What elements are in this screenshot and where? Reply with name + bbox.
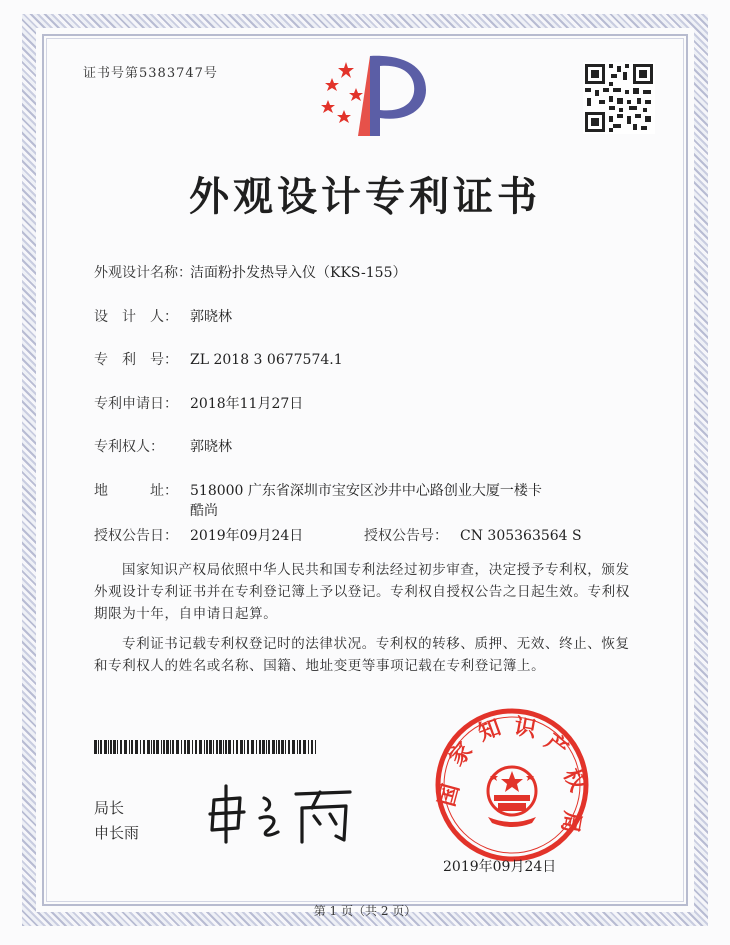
certificate-number: 证书号第5383747号: [83, 66, 218, 81]
field-value: 酷尚: [190, 503, 218, 519]
field-value: CN 305363564 S: [460, 528, 582, 544]
seal-char: 识: [512, 714, 539, 743]
field-label: 设 计 人：: [94, 309, 178, 325]
page-number: 第 1 页（共 2 页）: [313, 904, 417, 918]
field-grant-date: [94, 525, 654, 545]
seal-char: 国: [434, 781, 465, 810]
patent-office-logo-icon: [318, 48, 438, 140]
field-label: 专利申请日：: [94, 396, 178, 412]
document-title: 外观设计专利证书: [189, 173, 541, 220]
barcode-icon: [94, 740, 316, 754]
field-value: ZL 2018 3 0677574.1: [190, 352, 343, 368]
director-name: 申长雨: [94, 824, 140, 842]
field-value: 2019年09月24日: [190, 528, 304, 544]
director-title: 局长: [94, 799, 125, 817]
field-address-continued: [190, 500, 218, 520]
field-label: 授权公告日：: [94, 528, 178, 544]
body-paragraph: 专利证书记载专利权登记时的法律状况。专利权的转移、质押、无效、终止、恢复和专利权人的姓名或名称、国籍、地址变更等事项记载在专利登记簿上。: [94, 636, 630, 674]
issue-date: 2019年09月24日: [443, 859, 557, 875]
field-value: 2018年11月27日: [190, 396, 304, 412]
field-design-name: [94, 262, 406, 282]
field-address: [94, 480, 542, 500]
certificate-body: [94, 559, 639, 685]
field-patent-number: [94, 349, 343, 369]
seal-char: 家: [444, 738, 478, 772]
body-paragraph: 国家知识产权局依照中华人民共和国专利法经过初步审查，决定授予专利权，颁发外观设计专利证书并在专利登记簿上予以登记。专利权自授权公告之日起生效。专利权期限为十年，自申请日起算。: [94, 562, 630, 622]
field-value: 518000 广东省深圳市宝安区沙井中心路创业大厦一楼卡: [190, 483, 542, 499]
field-label: 外观设计名称：: [94, 265, 192, 281]
field-value: 洁面粉扑发热导入仪（KKS-155）: [190, 265, 407, 281]
seal-char: 局: [556, 809, 585, 836]
field-label: 授权公告号：: [364, 528, 448, 544]
seal-char: 知: [475, 715, 505, 747]
qr-code-icon: [583, 62, 655, 134]
seal-char: 产: [539, 729, 573, 763]
official-seal-icon: [432, 705, 592, 865]
field-label: 专利权人：: [94, 439, 164, 455]
seal-char: 权: [557, 764, 590, 796]
signature-icon: [200, 780, 360, 846]
field-label: 专 利 号：: [94, 352, 178, 368]
field-publication-number: [364, 525, 582, 545]
field-designer: [94, 306, 232, 326]
field-application-date: [94, 393, 303, 413]
field-value: 郭晓林: [190, 439, 232, 455]
field-patentee: [94, 436, 232, 456]
field-value: 郭晓林: [190, 309, 232, 325]
field-label: 地 址：: [94, 483, 178, 499]
